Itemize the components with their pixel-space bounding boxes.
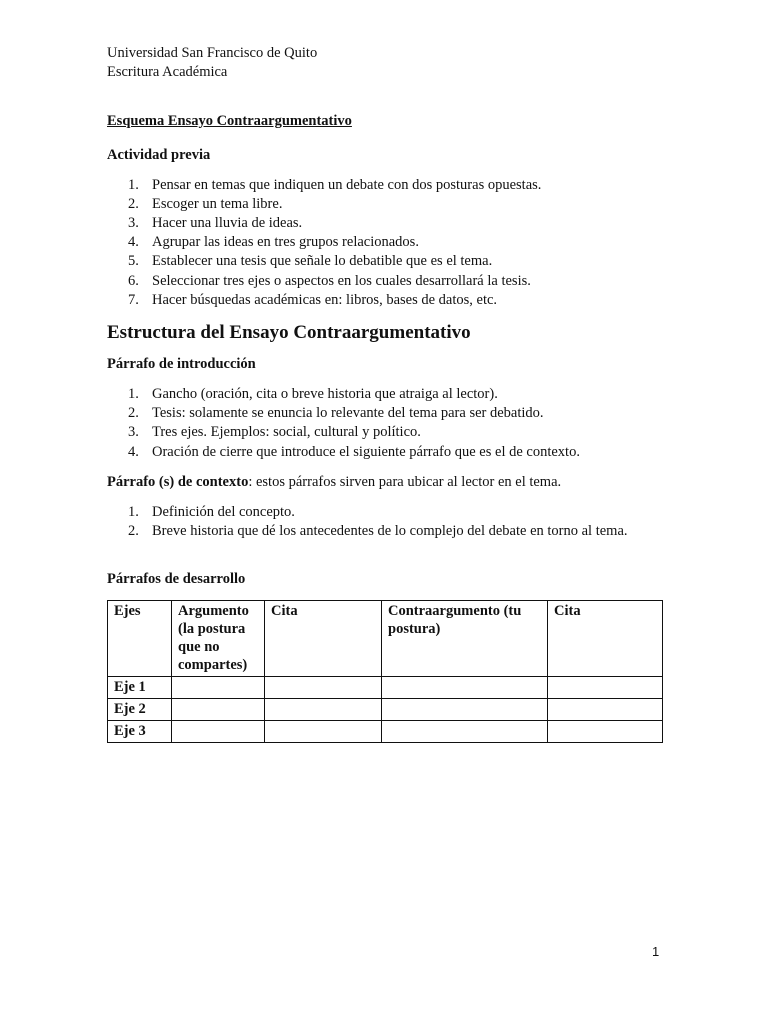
table-header-cell: Contraargumento (tu postura)	[382, 601, 548, 677]
table-cell	[265, 699, 382, 721]
actividad-previa-list	[107, 176, 667, 310]
institution-name: Universidad San Francisco de Quito	[107, 45, 318, 61]
actividad-previa-heading: Actividad previa	[107, 146, 211, 163]
table-row	[108, 677, 663, 699]
list-item: 2. Tesis: solamente se enuncia lo relevante del tema para ser debatido.	[128, 405, 544, 422]
list-item: 5. Establecer una tesis que señale lo debatible que es el tema.	[128, 253, 493, 270]
table-cell	[172, 721, 265, 743]
table-header-cell: Ejes	[108, 601, 172, 677]
table-cell: Eje 2	[108, 699, 172, 721]
table-cell	[382, 721, 548, 743]
list-item: 3. Tres ejes. Ejemplos: social, cultural y político.	[128, 424, 421, 441]
contexto-label: Párrafo (s) de contexto	[107, 473, 249, 490]
list-item: 4. Agrupar las ideas en tres grupos relacionados.	[128, 234, 419, 251]
table-row	[108, 721, 663, 743]
desarrollo-table	[107, 600, 663, 743]
table-row	[108, 699, 663, 721]
table-cell	[172, 677, 265, 699]
table-cell: Eje 3	[108, 721, 172, 743]
table-cell	[548, 699, 663, 721]
table-cell	[548, 677, 663, 699]
contexto-paragraph	[107, 473, 667, 492]
table-header-cell: Cita	[265, 601, 382, 677]
table-header-cell: Argumento (la postura que no compartes)	[172, 601, 265, 677]
estructura-heading: Estructura del Ensayo Contraargumentativo	[107, 321, 471, 343]
list-item: 7. Hacer búsquedas académicas en: libros, bases de datos, etc.	[128, 291, 498, 308]
list-item: 2. Breve historia que dé los antecedentes de lo complejo del debate en torno al tema.	[128, 522, 628, 539]
table-header-row	[108, 601, 663, 677]
desarrollo-heading: Párrafos de desarrollo	[107, 571, 246, 588]
list-item: 3. Hacer una lluvia de ideas.	[128, 214, 303, 231]
table-cell	[265, 721, 382, 743]
list-item: 2. Escoger un tema libre.	[128, 195, 283, 212]
document-title: Esquema Ensayo Contraargumentativo	[107, 113, 352, 129]
page-number: 1	[652, 944, 660, 959]
table-cell	[172, 699, 265, 721]
list-item: 6. Seleccionar tres ejes o aspectos en los cuales desarrollará la tesis.	[128, 272, 531, 289]
list-item: 1. Gancho (oración, cita o breve historia que atraiga al lector).	[128, 385, 498, 402]
introduccion-list	[107, 385, 667, 462]
table-cell	[382, 677, 548, 699]
course-name: Escritura Académica	[107, 64, 228, 80]
table-cell: Eje 1	[108, 677, 172, 699]
contexto-text: : estos párrafos sirven para ubicar al lector en el tema.	[248, 473, 562, 490]
table-cell	[265, 677, 382, 699]
list-item: 1. Definición del concepto.	[128, 503, 295, 520]
list-item: 1. Pensar en temas que indiquen un debate con dos posturas opuestas.	[128, 176, 542, 193]
list-item: 4. Oración de cierre que introduce el siguiente párrafo que es el de contexto.	[128, 443, 580, 460]
table-cell	[548, 721, 663, 743]
document-page	[107, 44, 667, 743]
introduccion-heading: Párrafo de introducción	[107, 355, 256, 372]
table-header-cell: Cita	[548, 601, 663, 677]
contexto-list	[107, 503, 667, 541]
table-cell	[382, 699, 548, 721]
